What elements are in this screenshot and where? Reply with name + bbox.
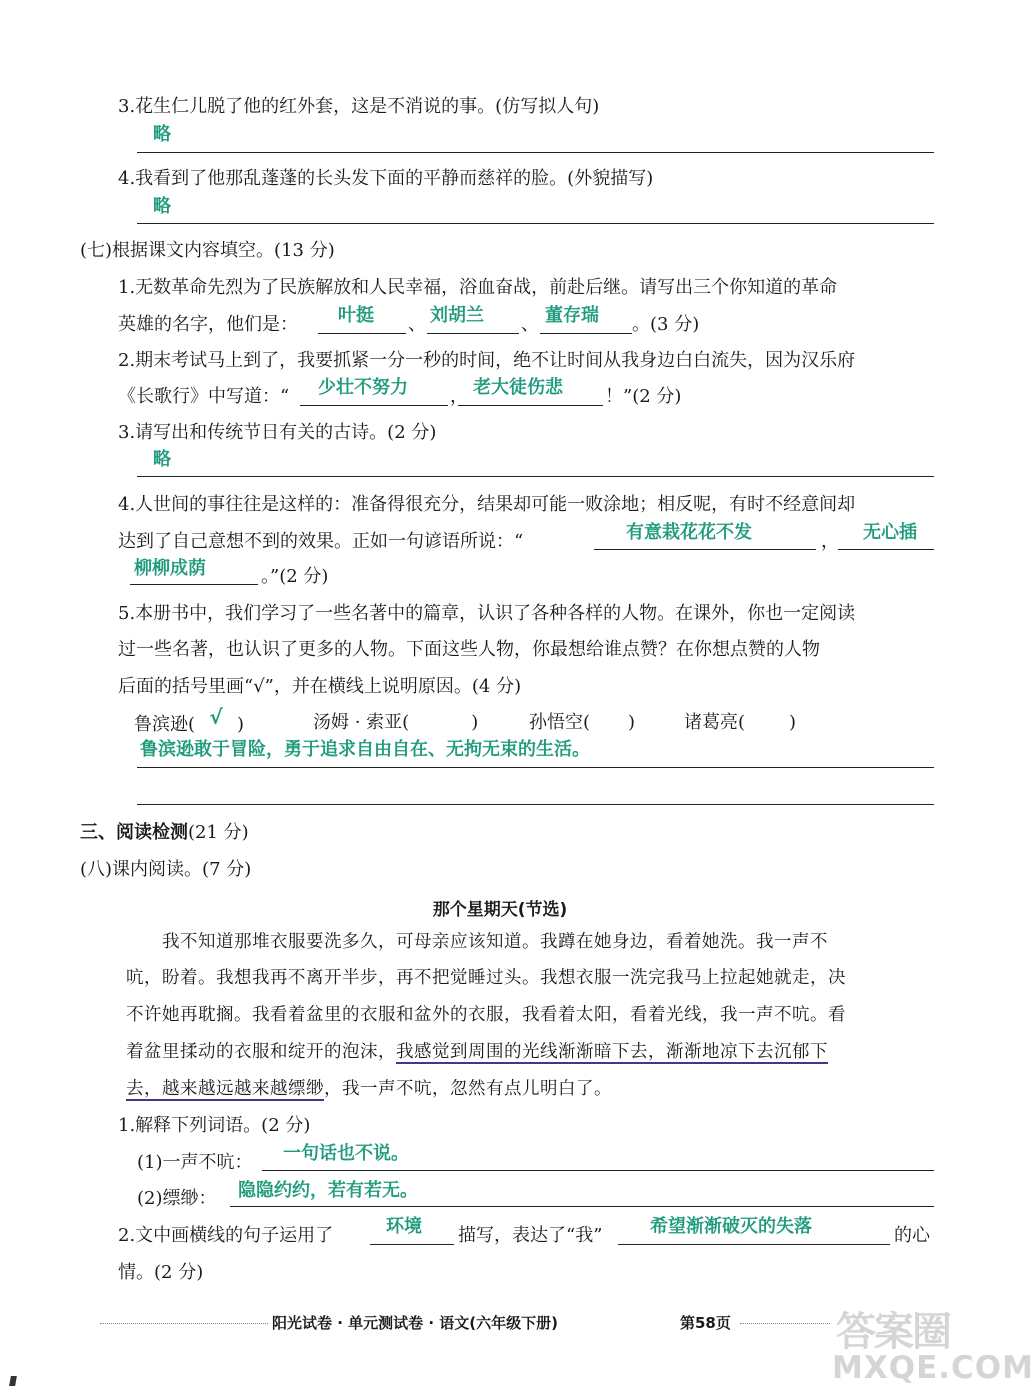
s8-q1a-answer: 一句话也不说。 [283, 1143, 409, 1164]
s7-q2-answer-1: 少壮不努力 [318, 377, 408, 398]
s7-q2-prefix: 《长歌行》中写道：“ [118, 386, 290, 407]
blank-line [594, 549, 816, 550]
s8-q1b-label: (2)缥缈： [137, 1188, 217, 1209]
s7-q5-answer: 鲁滨逊敢于冒险，勇于追求自由自在、无拘无束的生活。 [140, 739, 590, 760]
s8-q1a-label: (1)一声不吭： [137, 1152, 253, 1173]
s7-q3-answer: 略 [153, 449, 171, 470]
option-tom-sawyer: 汤姆 · 索亚( ) [313, 712, 479, 733]
s7-q4-answer-2a: 无心插 [863, 522, 917, 543]
section-8-heading: (八)课内阅读。(7 分) [80, 859, 252, 880]
answer-line [137, 767, 934, 768]
footer-title: 阳光试卷 · 单元测试卷 · 语文(六年级下册) [272, 1314, 558, 1332]
s7-q5-line3: 后面的括号里画“√”，并在横线上说明原因。(4 分) [118, 676, 522, 697]
section-3-heading: 三、阅读检测(21 分) [80, 822, 249, 843]
blank-line [370, 1244, 454, 1245]
question-3-text: 3.花生仁儿脱了他的红外套，这是不消说的事。(仿写拟人句) [118, 96, 600, 117]
question-3-answer: 略 [153, 124, 171, 145]
s8-q2-prefix: 2.文中画横线的句子运用了 [118, 1225, 334, 1246]
option-zhuge-liang: 诸葛亮( ) [684, 712, 797, 733]
answer-line [262, 1170, 934, 1171]
passage-line-5: 去，越来越远越来越缥缈，我一声不吭，忽然有点儿明白了。 [126, 1079, 612, 1099]
option-sun-wukong: 孙悟空( ) [529, 712, 636, 733]
footer-dotted-rule [740, 1323, 830, 1324]
s8-q1b-answer: 隐隐约约，若有若无。 [238, 1180, 418, 1201]
s7-q1-answer-1: 叶挺 [338, 305, 374, 326]
blank-line [540, 333, 632, 334]
s7-q4-answer-2b: 柳柳成荫 [134, 558, 206, 579]
s7-q1-sep-1: 、 [408, 314, 426, 335]
s7-q1-line1: 1.无数革命先烈为了民族解放和人民幸福，浴血奋战，前赴后继。请写出三个你知道的革命 [118, 277, 838, 298]
underlined-sentence: 我感觉到周围的光线渐渐暗下去，渐渐地凉下去沉郁下 [396, 1042, 828, 1062]
passage-line-4: 着盆里揉动的衣服和绽开的泡沫，我感觉到周围的光线渐渐暗下去，渐渐地凉下去沉郁下 [126, 1042, 828, 1062]
blank-line [300, 405, 448, 406]
answer-line [137, 804, 934, 805]
watermark-logo: 答案圈 [836, 1309, 950, 1355]
check-mark-icon: √ [209, 705, 223, 729]
blank-line [838, 549, 934, 550]
s7-q4-mid: ， [821, 531, 839, 552]
blank-line [458, 405, 603, 406]
s7-q4-line2: 达到了自己意想不到的效果。正如一句谚语所说：“ [118, 531, 524, 552]
s8-q2-mid: 描写，表达了“我” [458, 1225, 603, 1246]
s8-q2-line2: 情。(2 分) [118, 1262, 204, 1283]
s7-q3-text: 3.请写出和传统节日有关的古诗。(2 分) [118, 422, 437, 443]
answer-line [137, 223, 934, 224]
passage-line-2: 吭，盼着。我想我再不离开半步，再不把觉睡过头。我想衣服一洗完我马上拉起她就走，决 [126, 968, 846, 988]
s8-q2-answer-2: 希望渐渐破灭的失落 [650, 1216, 812, 1237]
s7-q2-answer-2: 老大徒伤悲 [473, 377, 563, 398]
blank-line [318, 333, 406, 334]
s7-q2-line1: 2.期末考试马上到了，我要抓紧一分一秒的时间，绝不让时间从我身边白白流失，因为汉乐府 [118, 350, 856, 371]
section-7-heading: (七)根据课文内容填空。(13 分) [80, 240, 335, 261]
s7-q1-sep-2: 、 [521, 314, 539, 335]
footer-dotted-rule [100, 1323, 268, 1324]
s7-q4-line1: 4.人世间的事往往是这样的：准备得很充分，结果却可能一败涂地；相反呢，有时不经意间却 [118, 494, 856, 515]
s7-q4-answer-1: 有意栽花花不发 [626, 522, 752, 543]
s7-q4-suffix: 。”(2 分) [261, 566, 329, 587]
underlined-sentence: 去，越来越远越来越缥缈 [126, 1079, 324, 1099]
s7-q1-answer-2: 刘胡兰 [430, 305, 484, 326]
question-4-text: 4.我看到了他那乱蓬蓬的长头发下面的平静而慈祥的脸。(外貌描写) [118, 168, 654, 189]
s7-q5-line1: 5.本册书中，我们学习了一些名著中的篇章，认识了各种各样的人物。在课外，你也一定阅读 [118, 603, 856, 624]
s7-q2-mid: ， [450, 386, 468, 407]
blank-line [130, 584, 258, 585]
s7-q1-prefix: 英雄的名字，他们是： [118, 314, 298, 335]
s8-q2-answer-1: 环境 [386, 1216, 422, 1237]
option-robinson: 鲁滨逊( √ ) [134, 705, 245, 735]
answer-line [137, 476, 934, 477]
blank-line [618, 1244, 890, 1245]
s7-q2-suffix: ！”(2 分) [605, 386, 682, 407]
passage-title: 那个星期天(节选) [432, 900, 568, 920]
footer-page-number: 第58页 [680, 1314, 731, 1332]
passage-line-1: 我不知道那堆衣服要洗多久，可母亲应该知道。我蹲在她身边，看着她洗。我一声不 [162, 932, 828, 952]
blank-line [427, 333, 519, 334]
answer-line [230, 1206, 934, 1207]
passage-line-3: 不许她再耽搁。我看着盆里的衣服和盆外的衣服，我看着太阳，看着光线，我一声不吭。看 [126, 1005, 846, 1025]
answer-line [137, 152, 934, 153]
s7-q5-line2: 过一些名著，也认识了更多的人物。下面这些人物，你最想给谁点赞？在你想点赞的人物 [118, 639, 820, 660]
s7-q1-answer-3: 董存瑞 [545, 305, 599, 326]
scan-mark [9, 1376, 17, 1386]
question-4-answer: 略 [153, 196, 171, 217]
s7-q1-suffix: 。(3 分) [632, 314, 700, 335]
s8-q2-suffix: 的心 [894, 1225, 930, 1246]
s8-q1-text: 1.解释下列词语。(2 分) [118, 1115, 311, 1136]
watermark-domain: MXQE.COM [832, 1350, 1034, 1386]
